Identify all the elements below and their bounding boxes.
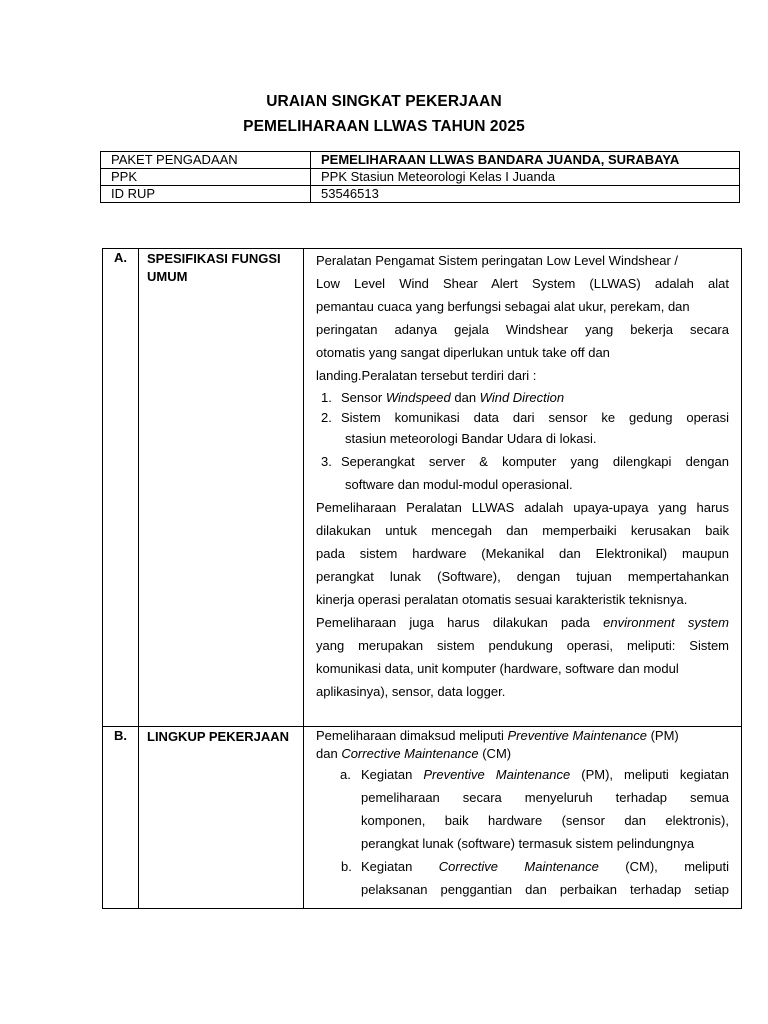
list-text: Sistem komunikasi data dari sensor ke gedung operasi (341, 410, 729, 425)
text-line: pemantau cuaca yang berfungsi sebagai alat ukur, perekam, dan (316, 299, 690, 314)
text-em: Corrective Maintenance (438, 859, 599, 874)
specification-table (102, 248, 742, 909)
text-em: Preventive Maintenance (507, 728, 647, 743)
list-item-continuation: pemeliharaan secara menyeluruh terhadap semua (361, 790, 729, 805)
list-text-em: Windspeed (385, 390, 451, 405)
text-em: environment system (603, 615, 729, 630)
text-line: Pemeliharaan Peralatan LLWAS adalah upaya-upaya yang harus (316, 500, 729, 515)
text-span: (PM) (646, 728, 679, 743)
list-letter: b. (341, 859, 352, 874)
text-line: aplikasinya), sensor, data logger. (316, 684, 506, 699)
list-text: dan (450, 390, 480, 405)
text-span: (PM), meliputi kegiatan (570, 767, 729, 782)
text-line: landing.Peralatan tersebut terdiri dari : (316, 368, 537, 383)
ppk-label: PPK (101, 169, 311, 186)
document-title-line2: PEMELIHARAAN LLWAS TAHUN 2025 (243, 118, 525, 135)
list-item (316, 389, 729, 407)
list-item-continuation: komponen, baik hardware (sensor dan elektronis), (361, 813, 729, 828)
text-line (316, 611, 729, 634)
section-a-letter: A. (103, 249, 139, 727)
list-item (316, 409, 729, 427)
document-title-line1: URAIAN SINGKAT PEKERJAAN (266, 93, 502, 110)
section-a-title: SPESIFIKASI FUNGSI UMUM (139, 249, 304, 727)
text-line (316, 745, 729, 763)
text-span: Pemeliharaan juga harus dilakukan pada (316, 615, 604, 630)
text-line: yang merupakan sistem pendukung operasi, meliputi: Sistem (316, 638, 729, 653)
section-a-body (304, 249, 742, 727)
section-b-title: LINGKUP PEKERJAAN (139, 727, 304, 909)
list-item (316, 450, 729, 473)
list-letter: a. (340, 767, 351, 782)
text-span: dan (316, 746, 342, 761)
section-b-body (304, 727, 742, 909)
table-row (101, 169, 740, 186)
table-row (101, 152, 740, 169)
text-line: Low Level Wind Shear Alert System (LLWAS) adalah alat (316, 276, 729, 291)
text-span: (CM) (478, 746, 512, 761)
text-line: komunikasi data, unit komputer (hardware, software dan modul (316, 661, 679, 676)
text-line: peringatan adanya gejala Windshear yang bekerja secara (316, 322, 729, 337)
text-line: Peralatan Pengamat Sistem peringatan Low Level Windshear / (316, 253, 679, 268)
list-number: 3. (321, 454, 332, 469)
list-item-continuation: stasiun meteorologi Bandar Udara di lokasi. (345, 431, 597, 446)
list-number: 2. (321, 410, 332, 425)
section-b-letter: B. (103, 727, 139, 909)
text-line: dilakukan untuk mencegah dan memperbaiki kerusakan baik (316, 523, 729, 538)
list-number: 1. (321, 390, 332, 405)
list-text-em: Wind Direction (479, 390, 565, 405)
table-row (101, 186, 740, 203)
section-b-row (103, 727, 742, 909)
text-line (316, 727, 729, 745)
list-item (316, 763, 729, 786)
text-span: Kegiatan (361, 859, 439, 874)
text-span: Kegiatan (361, 767, 424, 782)
section-a-row (103, 249, 742, 727)
text-span: Pemeliharaan dimaksud meliputi (316, 728, 508, 743)
list-text: Sensor (341, 390, 386, 405)
text-line: perangkat lunak (Software), dengan tujuan mempertahankan (316, 569, 729, 584)
id-rup-value: 53546513 (311, 186, 740, 203)
text-line: pada sistem hardware (Mekanikal dan Elektronikal) maupun (316, 546, 729, 561)
list-item-continuation: perangkat lunak (software) termasuk sistem pelindungnya (361, 836, 695, 851)
package-value: PEMELIHARAAN LLWAS BANDARA JUANDA, SURABAYA (311, 152, 740, 169)
text-span: (CM), meliputi (598, 859, 729, 874)
text-em: Corrective Maintenance (341, 746, 479, 761)
package-label: PAKET PENGADAAN (101, 152, 311, 169)
package-info-table (100, 151, 740, 203)
ppk-value: PPK Stasiun Meteorologi Kelas I Juanda (311, 169, 740, 186)
text-line: kinerja operasi peralatan otomatis sesuai karakteristik teknisnya. (316, 592, 688, 607)
list-item-continuation: pelaksanan penggantian dan perbaikan terhadap setiap (361, 882, 729, 897)
text-line: otomatis yang sangat diperlukan untuk take off dan (316, 345, 610, 360)
text-em: Preventive Maintenance (423, 767, 571, 782)
id-rup-label: ID RUP (101, 186, 311, 203)
list-text: Seperangkat server & komputer yang dilengkapi dengan (341, 454, 729, 469)
list-item (316, 855, 729, 878)
list-item-continuation: software dan modul-modul operasional. (345, 477, 573, 492)
